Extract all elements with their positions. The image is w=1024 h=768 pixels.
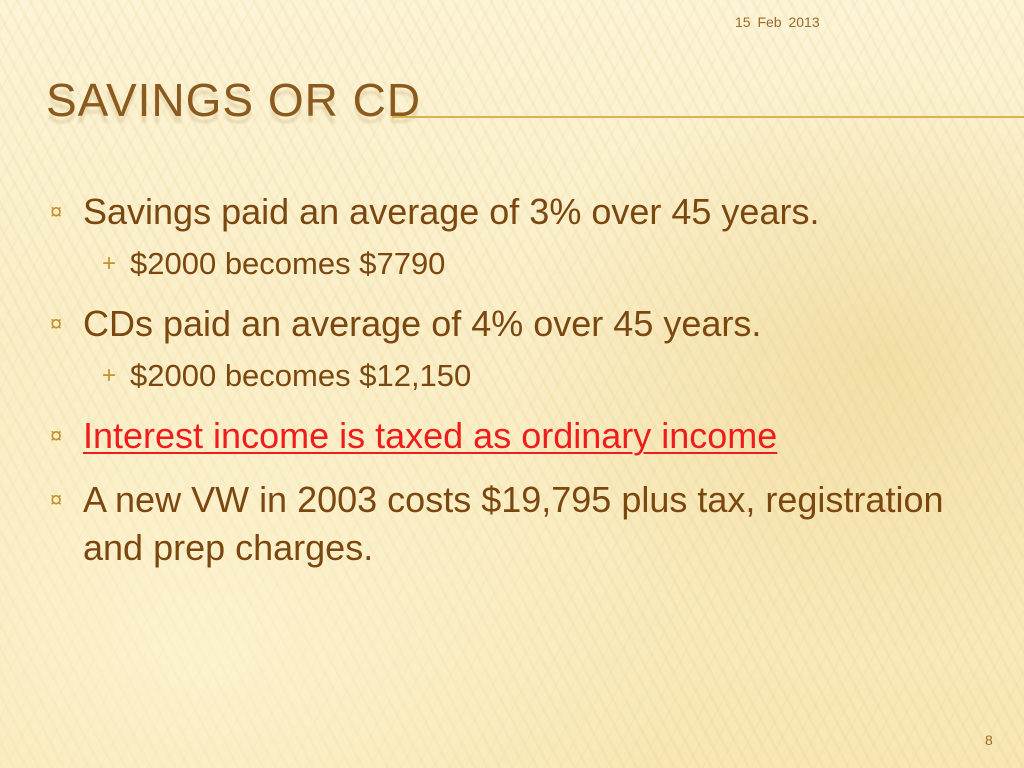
cross-bullet-icon: ¤ bbox=[50, 423, 63, 448]
plus-bullet-icon: + bbox=[102, 250, 117, 277]
bullet-item bbox=[50, 476, 990, 572]
bullet-item bbox=[50, 188, 990, 236]
bullet-list bbox=[50, 188, 990, 588]
sub-bullet-item bbox=[50, 244, 990, 284]
bullet-text: Savings paid an average of 3% over 45 years. bbox=[83, 191, 820, 232]
emphasized-bullet-text: Interest income is taxed as ordinary income bbox=[83, 415, 778, 456]
slide-title: SAVINGS OR CD bbox=[46, 74, 422, 126]
bullet-item bbox=[50, 300, 990, 348]
cross-bullet-icon: ¤ bbox=[50, 311, 63, 336]
plus-bullet-icon: + bbox=[102, 362, 117, 389]
sub-bullet-item bbox=[50, 356, 990, 396]
page-number: 8 bbox=[985, 732, 993, 748]
sub-bullet-text: $2000 becomes $12,150 bbox=[130, 358, 472, 393]
cross-bullet-icon: ¤ bbox=[50, 487, 63, 512]
slide-date: 15 Feb 2013 bbox=[735, 14, 820, 30]
bullet-item bbox=[50, 412, 990, 460]
title-underline-rule bbox=[392, 116, 1024, 118]
bullet-text: CDs paid an average of 4% over 45 years. bbox=[83, 303, 762, 344]
sub-bullet-text: $2000 becomes $7790 bbox=[130, 246, 446, 281]
cross-bullet-icon: ¤ bbox=[50, 199, 63, 224]
bullet-text: A new VW in 2003 costs $19,795 plus tax, registration and prep charges. bbox=[83, 479, 944, 568]
